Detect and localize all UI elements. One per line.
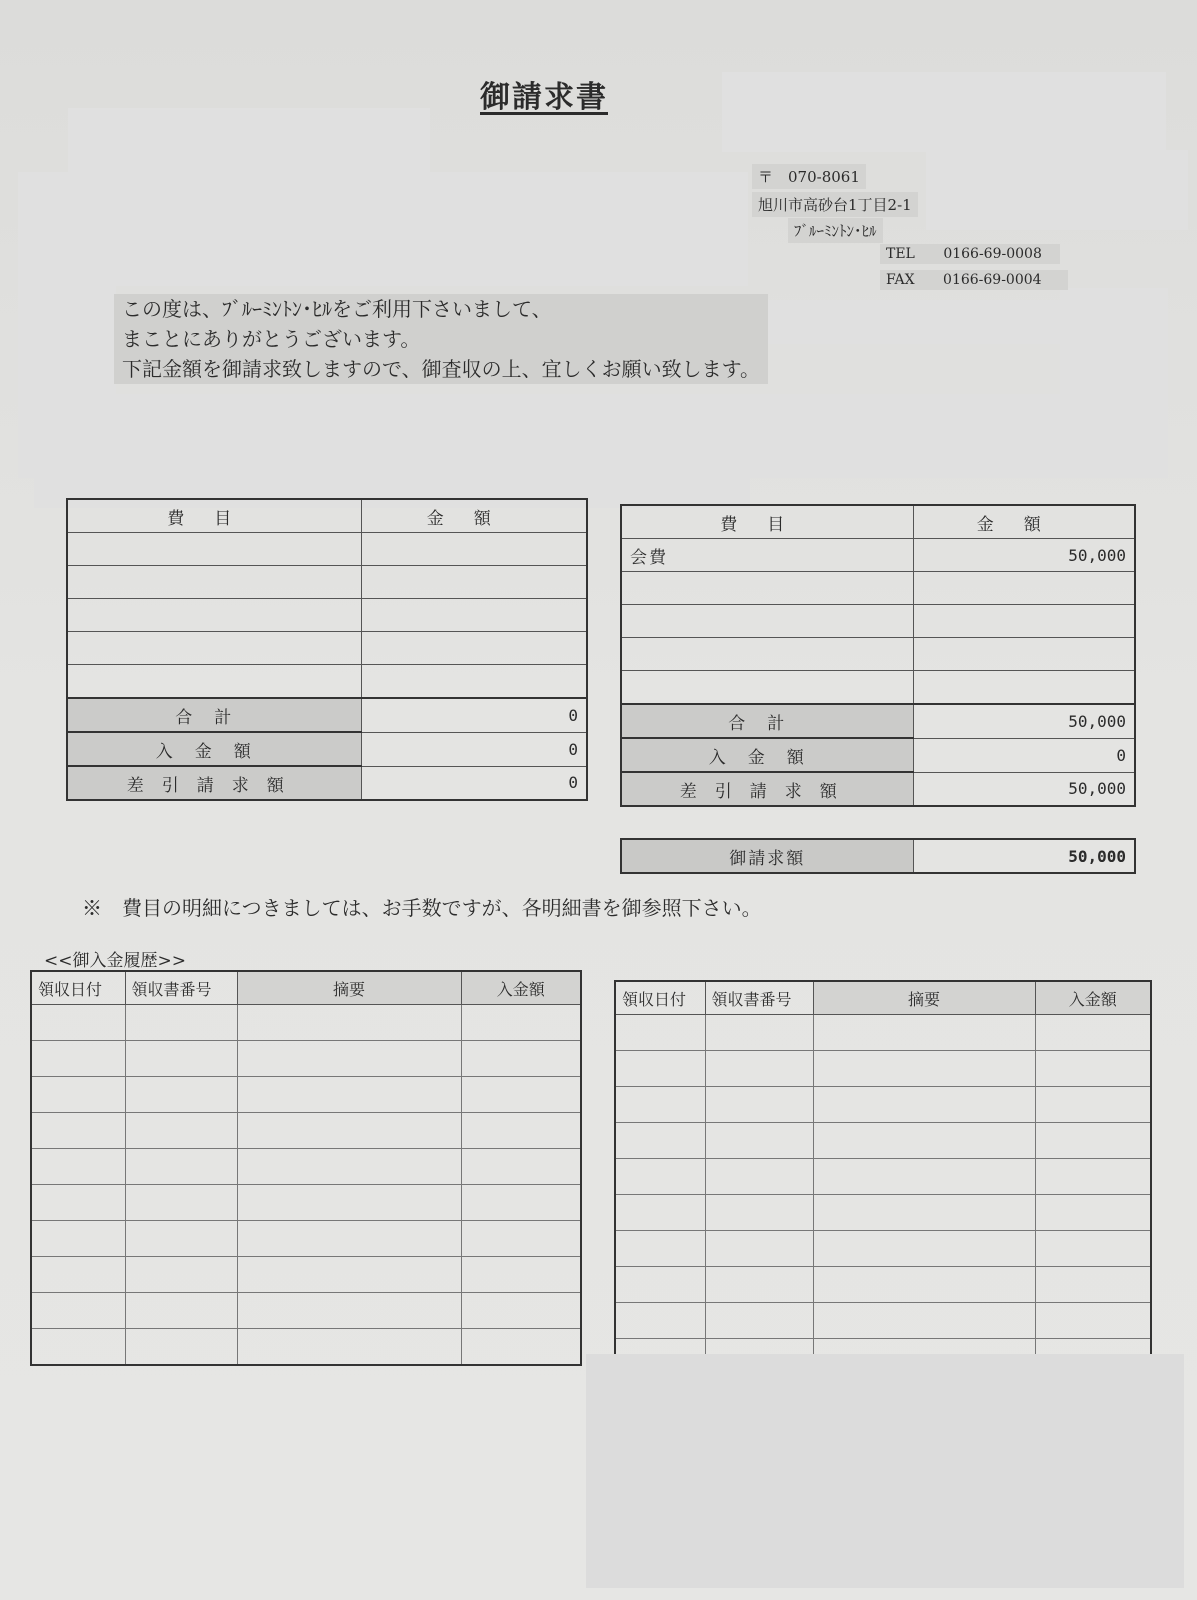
paid-value: 0 xyxy=(361,732,587,766)
total-label: 合計 xyxy=(621,704,913,738)
table-row xyxy=(615,1087,1151,1123)
charge-item: 会費 xyxy=(621,539,913,572)
column-header-payment-amount: 入金額 xyxy=(1035,981,1151,1015)
redaction-block xyxy=(18,394,1168,478)
column-header-receipt-number: 領収書番号 xyxy=(705,981,813,1015)
payment-history-table-right xyxy=(614,980,1152,1376)
column-header-receipt-date: 領収日付 xyxy=(615,981,705,1015)
paid-value: 0 xyxy=(913,738,1135,772)
table-row xyxy=(615,1159,1151,1195)
table-row xyxy=(615,1303,1151,1339)
table-row xyxy=(621,605,1135,638)
fax-number: 0166-69-0004 xyxy=(943,272,1042,288)
fax-label: FAX xyxy=(886,272,915,288)
payment-history-label: <<御入金履歴>> xyxy=(44,951,186,971)
table-row xyxy=(615,1231,1151,1267)
paid-label: 入金額 xyxy=(67,732,361,766)
total-value: 0 xyxy=(361,698,587,732)
table-row xyxy=(621,572,1135,605)
tel-label: TEL xyxy=(886,246,915,262)
table-row xyxy=(67,632,587,665)
paid-label: 入金額 xyxy=(621,738,913,772)
total-value: 50,000 xyxy=(913,704,1135,738)
column-header-description: 摘要 xyxy=(237,971,461,1005)
balance-value: 0 xyxy=(361,766,587,800)
table-row xyxy=(31,1005,581,1041)
table-row xyxy=(615,1015,1151,1051)
greeting-line: この度は、ﾌﾞﾙｰﾐﾝﾄﾝ･ﾋﾙをご利用下さいまして、 xyxy=(122,297,552,321)
greeting-text xyxy=(114,294,768,384)
greeting-line: まことにありがとうございます。 xyxy=(122,327,421,351)
grand-total-amount: 50,000 xyxy=(913,839,1135,873)
table-row xyxy=(31,1113,581,1149)
column-header-receipt-number: 領収書番号 xyxy=(125,971,237,1005)
balance-label: 差引請求額 xyxy=(621,772,913,806)
table-row xyxy=(31,1149,581,1185)
table-row xyxy=(67,599,587,632)
column-header-item: 費目 xyxy=(67,499,361,533)
table-row xyxy=(31,1041,581,1077)
grand-total-label: 御請求額 xyxy=(621,839,913,873)
redaction-block xyxy=(18,172,748,286)
redaction-block xyxy=(1060,288,1168,398)
grand-total-box xyxy=(620,838,1136,874)
balance-label: 差引請求額 xyxy=(67,766,361,800)
table-row xyxy=(31,1257,581,1293)
right-charges-table xyxy=(620,504,1136,807)
redaction-block xyxy=(926,150,1188,230)
table-row xyxy=(67,665,587,699)
table-row xyxy=(621,671,1135,705)
table-row xyxy=(615,1051,1151,1087)
table-row xyxy=(621,539,1135,572)
detail-note: ※ 費目の明細につきましては、お手数ですが、各明細書を御参照下さい。 xyxy=(82,896,762,920)
postal-code: 〒 070-8061 xyxy=(752,164,866,189)
tel-line xyxy=(880,244,1060,264)
facility-name: ﾌﾞﾙｰﾐﾝﾄﾝ･ﾋﾙ xyxy=(788,218,883,243)
table-row xyxy=(31,1077,581,1113)
table-row xyxy=(621,638,1135,671)
table-row xyxy=(615,1195,1151,1231)
table-row xyxy=(31,1185,581,1221)
tel-number: 0166-69-0008 xyxy=(943,246,1042,262)
greeting-line: 下記金額を御請求致しますので、御査収の上、宜しくお願い致します。 xyxy=(122,357,760,381)
total-label: 合計 xyxy=(67,698,361,732)
charge-amount: 50,000 xyxy=(913,539,1135,572)
fax-line xyxy=(880,270,1068,290)
table-row xyxy=(615,1267,1151,1303)
column-header-payment-amount: 入金額 xyxy=(461,971,581,1005)
table-row xyxy=(31,1329,581,1366)
column-header-description: 摘要 xyxy=(813,981,1035,1015)
table-row xyxy=(31,1293,581,1329)
column-header-receipt-date: 領収日付 xyxy=(31,971,125,1005)
table-row xyxy=(67,566,587,599)
left-charges-table xyxy=(66,498,588,801)
column-header-amount: 金額 xyxy=(913,505,1135,539)
column-header-item: 費目 xyxy=(621,505,913,539)
balance-value: 50,000 xyxy=(913,772,1135,806)
table-row xyxy=(31,1221,581,1257)
document-title: 御請求書 xyxy=(480,80,608,115)
redaction-block xyxy=(586,1354,1184,1588)
redaction-block xyxy=(68,108,430,178)
payment-history-table-left xyxy=(30,970,582,1366)
table-row xyxy=(67,533,587,566)
column-header-amount: 金額 xyxy=(361,499,587,533)
redaction-block xyxy=(722,72,1166,152)
address: 旭川市高砂台1丁目2-1 xyxy=(752,192,918,217)
table-row xyxy=(615,1123,1151,1159)
